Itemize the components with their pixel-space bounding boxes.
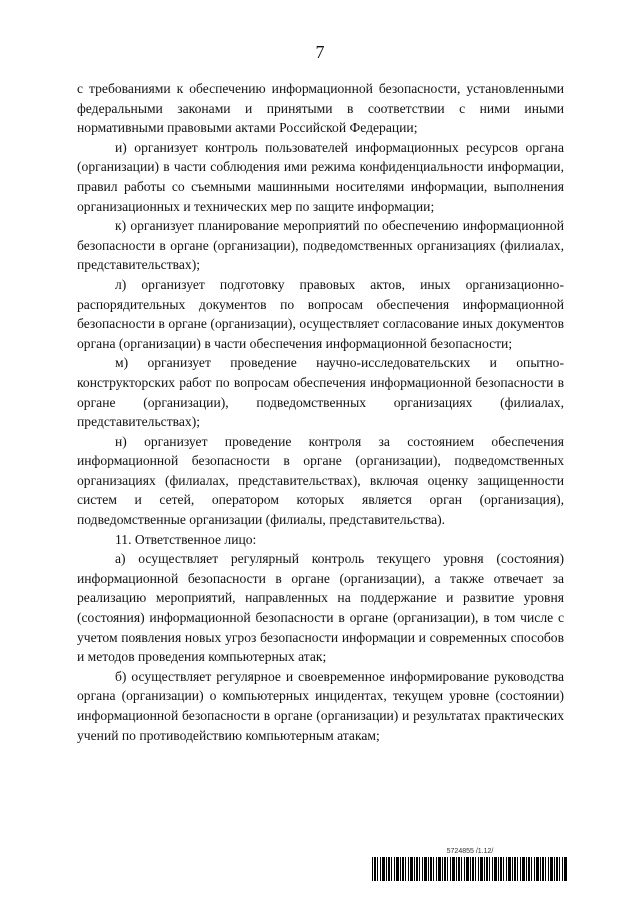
paragraph: л) организует подготовку правовых актов, иных организационно-распорядительных документов по вопросам обеспечения информационной безопасности в органе (организации), осуществляет согласование иных документов органа (организации) в части обеспечения информационной безопасности;: [77, 276, 564, 351]
document-body: [77, 79, 564, 745]
barcode-block: [372, 848, 568, 882]
paragraph: с требованиями к обеспечению информационной безопасности, установленными федеральными законами и принятыми в соответствии с ними иными нормативными правовыми актами Российской Федерации;: [77, 81, 564, 136]
paragraph: н) организует проведение контроля за состоянием обеспечения информационной безопасности в органе (организации), подведомственных организациях (филиалах, представительствах), включая оценку защищенности систем и сетей, оператором которых является орган (организация), подведомственные организации (филиалы, представительства).: [77, 433, 564, 528]
paragraph: а) осуществляет регулярный контроль текущего уровня (состояния) информационной безопасности в органе (организации), а также отвечает за реализацию мероприятий, направленных на поддержание и развитие уровня (состояния) информационной безопасности в органе (организации), в том числе с учетом появления новых угроз безопасности информации и современных способов и методов проведения компьютерных атак;: [77, 551, 564, 665]
paragraph: и) организует контроль пользователей информационных ресурсов органа (организации) в части соблюдения ими режима конфиденциальности информации, правил работы со съемными машинными носителями информации, выполнения организационных и технических мер по защите информации;: [77, 139, 564, 214]
paragraph: к) организует планирование мероприятий по обеспечению информационной безопасности в органе (организации), подведомственных организациях (филиалах, представительствах);: [77, 218, 564, 273]
barcode-image: [372, 857, 568, 881]
barcode-label: 5724855 /1.12/: [446, 848, 494, 855]
paragraph: б) осуществляет регулярное и своевременное информирование руководства органа (организации) о компьютерных инцидентах, текущем уровне (состоянии) информационной безопасности в органе (организации) и результатах практических учений по противодействию компьютерным атакам;: [77, 668, 564, 743]
paragraph: 11. Ответственное лицо:: [115, 531, 257, 547]
page-number: 7: [315, 42, 325, 62]
paragraph: м) организует проведение научно-исследовательских и опытно-конструкторских работ по вопросам обеспечения информационной безопасности в органе (организации), подведомственных организациях (филиалах, представительствах);: [77, 355, 564, 430]
